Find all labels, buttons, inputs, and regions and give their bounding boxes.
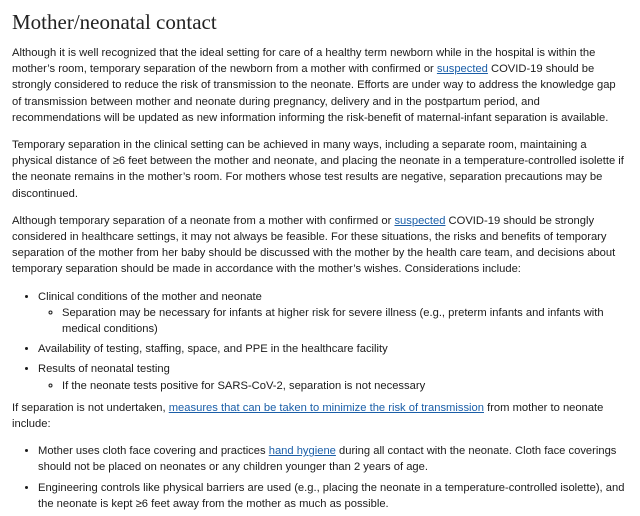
intro-paragraph <box>12 45 628 126</box>
sub-list <box>38 305 628 337</box>
sub-list <box>38 378 628 394</box>
paragraph-text: COVID-19 should be strongly considered in healthcare settings, it may not always be feasible. For these situations, the risks and benefits of temporary separation of the mother from her baby should be discussed with the mother by the health care team, and decisions about temporary separation should be made in accordance with the mother’s wishes. Considerations include: <box>12 214 616 276</box>
list-item <box>38 480 628 512</box>
minimize-transmission-link[interactable]: measures that can be taken to minimize the risk of transmission <box>168 401 484 414</box>
paragraph-text: Although temporary separation of a neonate from a mother with confirmed or <box>12 214 395 227</box>
sub-list-item: ◦ Separation may be necessary for infants at higher risk for severe illness (e.g., preterm infants and infants with medical conditions) <box>62 305 628 337</box>
suspected-link[interactable]: suspected <box>394 214 446 227</box>
sub-list-item: ◦ If the neonate tests positive for SARS-CoV-2, separation is not necessary <box>62 378 628 394</box>
separation-paragraph: Temporary separation in the clinical setting can be achieved in many ways, including a separate room, maintaining a physical distance of ≥6 feet between the mother and neonate, and placing the neonate in a temperature-controlled isolette if the neonate remains in the mother’s room. For mothers whose test results are negative, separation precautions may be discontinued. <box>12 139 624 200</box>
no-separation-paragraph <box>12 400 628 432</box>
page-title: Mother/neonatal contact <box>12 10 217 34</box>
list-item-label: Clinical conditions of the mother and neonate <box>38 290 262 303</box>
considerations-paragraph <box>12 213 628 278</box>
hand-hygiene-link[interactable]: hand hygiene <box>268 445 336 458</box>
paragraph-text: from mother to neonate include: <box>12 401 604 431</box>
paragraph-text: Although it is well recognized that the ideal setting for care of a healthy term newborn while in the hospital is within the mother’s room, temporary separation of the newborn from a mother with confirmed or <box>12 47 596 76</box>
list-item-text: during all contact with the neonate. Cloth face coverings should not be placed on neonates or any children younger than 2 years of age. <box>38 445 617 474</box>
list-item <box>38 443 628 475</box>
suspected-link[interactable]: suspected <box>436 63 488 76</box>
list-item <box>38 361 628 393</box>
list-item <box>38 289 628 338</box>
list-item-text: Engineering controls like physical barriers are used (e.g., placing the neonate in a temperature-controlled isolette), and the neonate is kept ≥6 feet away from the mother as much as possible. <box>38 481 625 510</box>
list-item-label: Results of neonatal testing <box>38 363 170 376</box>
list-item-label: Availability of testing, staffing, space, and PPE in the healthcare facility <box>38 343 388 356</box>
paragraph-text: If separation is not undertaken, <box>12 401 169 414</box>
considerations-list <box>12 289 628 394</box>
list-item-text: Mother uses cloth face covering and practices <box>38 445 269 458</box>
list-item <box>38 341 628 357</box>
measures-list <box>12 443 628 512</box>
paragraph-text: COVID-19 should be strongly considered to reduce the risk of transmission to the neonate. Efforts are under way to address the knowledge gap of transmission between mother and neonate during pregnancy, delivery and in the postpartum period, and recommendations will be updated as new information informing the risk-benefit of maternal-infant separation is available. <box>12 63 616 124</box>
